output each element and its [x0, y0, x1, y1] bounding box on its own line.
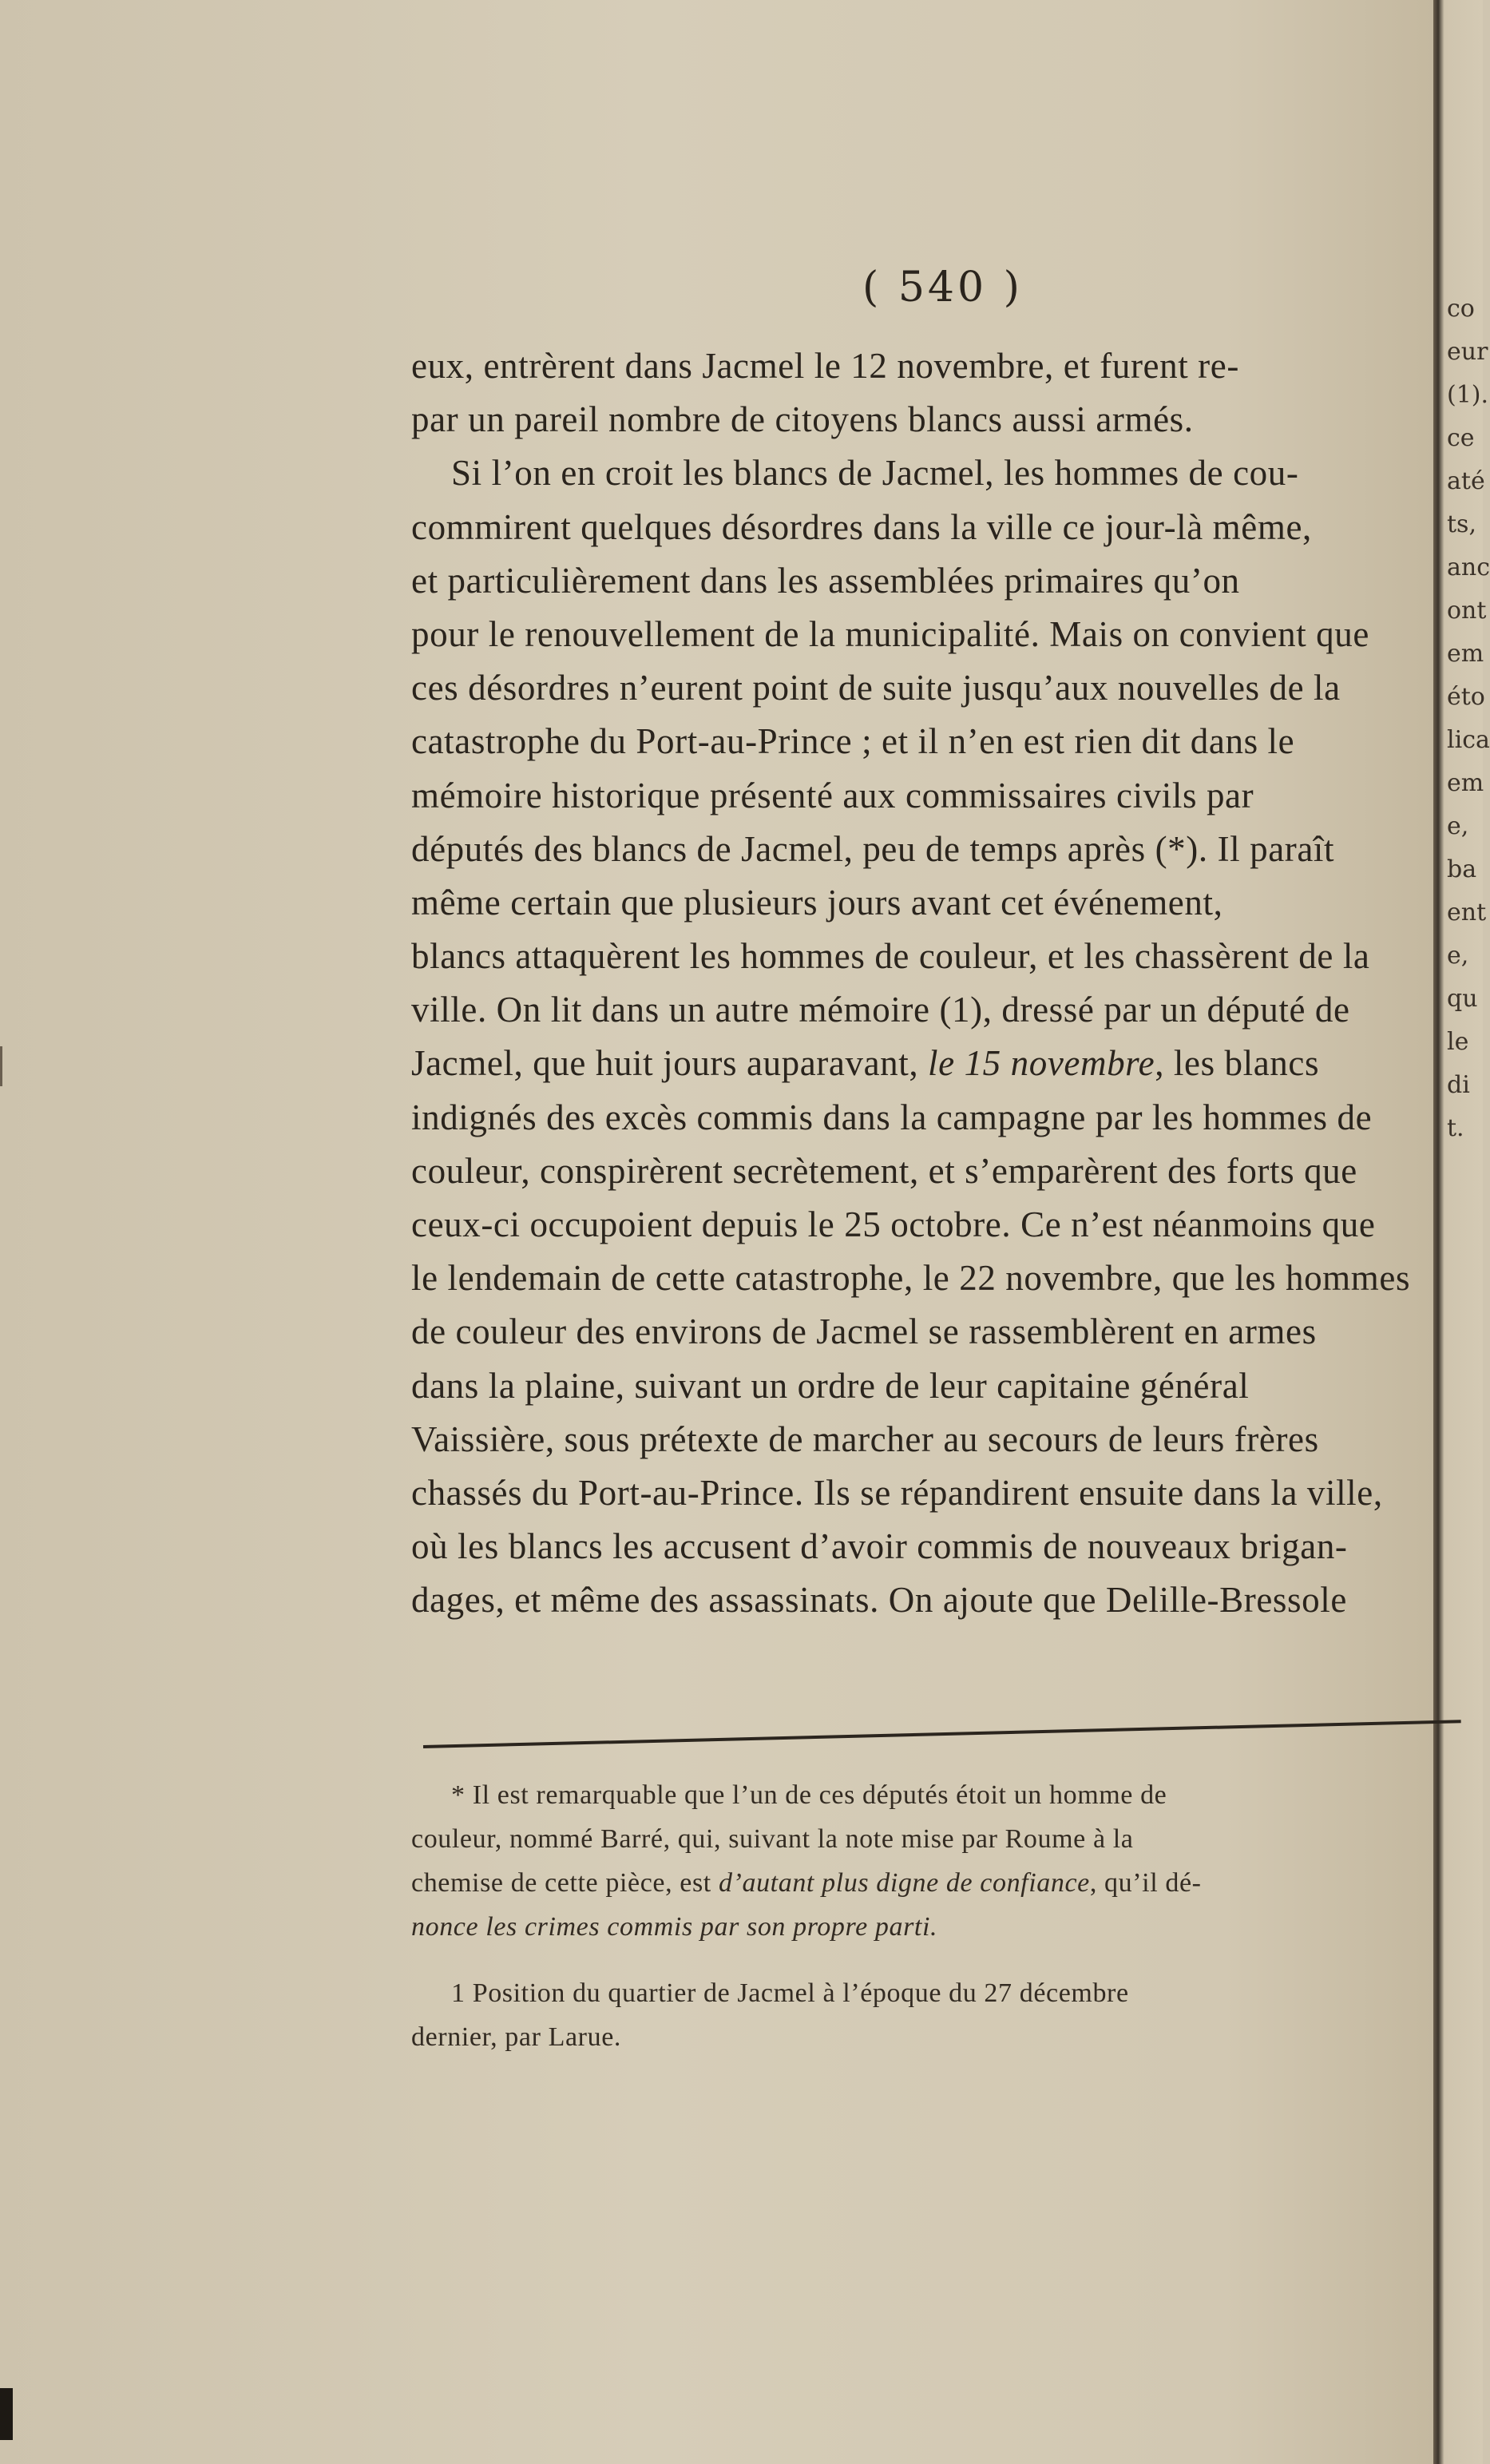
line-text: chassés du Port-au-Prince. Ils se répandirent ensuite dans la ville,	[411, 1472, 1383, 1513]
line-text: , qu’il dé-	[1089, 1868, 1202, 1898]
text-line	[411, 2015, 1465, 2059]
margin-mark	[0, 1046, 2, 1086]
italic-text: d’autant plus digne de confiance	[718, 1868, 1090, 1898]
edge-fragment: t.	[1447, 1114, 1464, 1142]
line-text: mémoire historique présenté aux commissaires civils par	[411, 775, 1254, 815]
line-text: couleur, conspirèrent secrètement, et s’emparèrent des forts que	[411, 1150, 1357, 1191]
text-line	[411, 769, 1465, 823]
text-line	[411, 501, 1465, 554]
line-text: le lendemain de cette catastrophe, le 22 novembre, que les hommes	[411, 1258, 1411, 1299]
edge-fragment: qu	[1447, 985, 1478, 1013]
page-number: ( 540 )	[862, 264, 1023, 311]
text-line	[411, 876, 1465, 930]
text-line	[411, 1817, 1465, 1861]
text-line	[411, 1305, 1465, 1359]
text-line	[411, 983, 1465, 1037]
text-line	[411, 661, 1465, 715]
line-text: où les blancs les accusent d’avoir commis de nouveaux brigan-	[411, 1526, 1348, 1567]
text-line	[411, 1520, 1465, 1573]
text-line	[411, 393, 1465, 446]
text-line	[411, 1773, 1465, 1817]
line-text: , les blancs	[1155, 1043, 1320, 1084]
line-text: * Il est remarquable que l’un de ces députés étoit un homme de	[451, 1780, 1167, 1810]
line-text: dages, et même des assassinats. On ajoute que Delille-Bressole	[411, 1580, 1347, 1621]
footnote-one	[411, 1971, 1465, 2059]
edge-fragment: ont	[1447, 597, 1487, 625]
line-text: blancs attaquèrent les hommes de couleur, et les chassèrent de la	[411, 936, 1370, 977]
text-line	[411, 1359, 1465, 1413]
text-line	[411, 1252, 1465, 1305]
text-line	[411, 1905, 1465, 1949]
text-line	[411, 823, 1465, 876]
line-text: dernier, par Larue.	[411, 2022, 621, 2052]
line-text: ville. On lit dans un autre mémoire (1), dressé par un député de	[411, 990, 1350, 1030]
line-text: couleur, nommé Barré, qui, suivant la note mise par Roume à la	[411, 1824, 1134, 1854]
text-line	[411, 715, 1465, 768]
italic-text: le 15 novembre	[928, 1043, 1155, 1084]
text-line	[411, 930, 1465, 983]
edge-fragment: ts,	[1447, 510, 1476, 538]
edge-fragment: e,	[1447, 812, 1469, 840]
line-text: même certain que plusieurs jours avant cet événement,	[411, 882, 1223, 923]
line-text: commirent quelques désordres dans la ville ce jour-là même,	[411, 506, 1312, 547]
text-line	[411, 1861, 1465, 1905]
edge-fragment: e,	[1447, 942, 1469, 970]
edge-fragment: anc	[1447, 554, 1490, 581]
edge-fragment: le	[1447, 1028, 1469, 1056]
edge-fragment: até	[1447, 467, 1485, 495]
line-text: 1 Position du quartier de Jacmel à l’époque du 27 décembre	[451, 1978, 1129, 2008]
margin-mark	[0, 2388, 13, 2440]
text-line	[411, 1198, 1465, 1252]
edge-fragment: lica	[1447, 726, 1490, 754]
footnote-star	[411, 1773, 1465, 1949]
text-line	[411, 1037, 1465, 1090]
line-text: chemise de cette pièce, est	[411, 1868, 719, 1898]
edge-fragment: eur	[1447, 338, 1488, 366]
main-text	[411, 339, 1465, 1628]
line-text: Jacmel, que huit jours auparavant,	[411, 1043, 929, 1084]
italic-text: nonce les crimes commis par son propre parti.	[411, 1912, 938, 1942]
text-line	[411, 554, 1465, 608]
text-line	[411, 339, 1465, 393]
line-text: dans la plaine, suivant un ordre de leur capitaine général	[411, 1365, 1250, 1406]
text-line	[411, 1145, 1465, 1198]
text-line	[411, 1413, 1465, 1466]
line-text: Vaissière, sous prétexte de marcher au secours de leurs frères	[411, 1418, 1319, 1459]
line-text: Si l’on en croit les blancs de Jacmel, les hommes de cou-	[451, 453, 1299, 494]
line-text: eux, entrèrent dans Jacmel le 12 novembre, et furent re-	[411, 346, 1239, 386]
edge-fragment: em	[1447, 640, 1484, 668]
text-line	[411, 1573, 1465, 1627]
text-line	[411, 446, 1465, 500]
edge-fragment: em	[1447, 769, 1484, 797]
text-line	[411, 1091, 1465, 1145]
line-text: pour le renouvellement de la municipalité. Mais on convient que	[411, 613, 1369, 654]
edge-fragment: ba	[1447, 855, 1477, 883]
line-text: et particulièrement dans les assemblées primaires qu’on	[411, 560, 1240, 601]
edge-fragment: (1).	[1447, 381, 1489, 409]
text-line	[411, 1971, 1465, 2015]
line-text: catastrophe du Port-au-Prince ; et il n’en est rien dit dans le	[411, 721, 1295, 762]
text-line	[411, 1466, 1465, 1520]
line-text: députés des blancs de Jacmel, peu de temps après (*). Il paraît	[411, 828, 1335, 869]
line-text: ceux-ci occupoient depuis le 25 octobre. Ce n’est néanmoins que	[411, 1204, 1376, 1244]
line-text: de couleur des environs de Jacmel se rassemblèrent en armes	[411, 1311, 1317, 1352]
edge-fragment: di	[1447, 1071, 1470, 1099]
edge-fragment: co	[1447, 295, 1475, 323]
edge-fragment: ce	[1447, 424, 1475, 452]
text-line	[411, 608, 1465, 661]
edge-fragment: éto	[1447, 683, 1485, 711]
line-text: ces désordres n’eurent point de suite jusqu’aux nouvelles de la	[411, 668, 1341, 708]
footnotes	[411, 1773, 1465, 2059]
line-text: par un pareil nombre de citoyens blancs aussi armés.	[411, 399, 1194, 440]
edge-fragment: ent	[1447, 899, 1487, 926]
line-text: indignés des excès commis dans la campagne par les hommes de	[411, 1097, 1373, 1137]
